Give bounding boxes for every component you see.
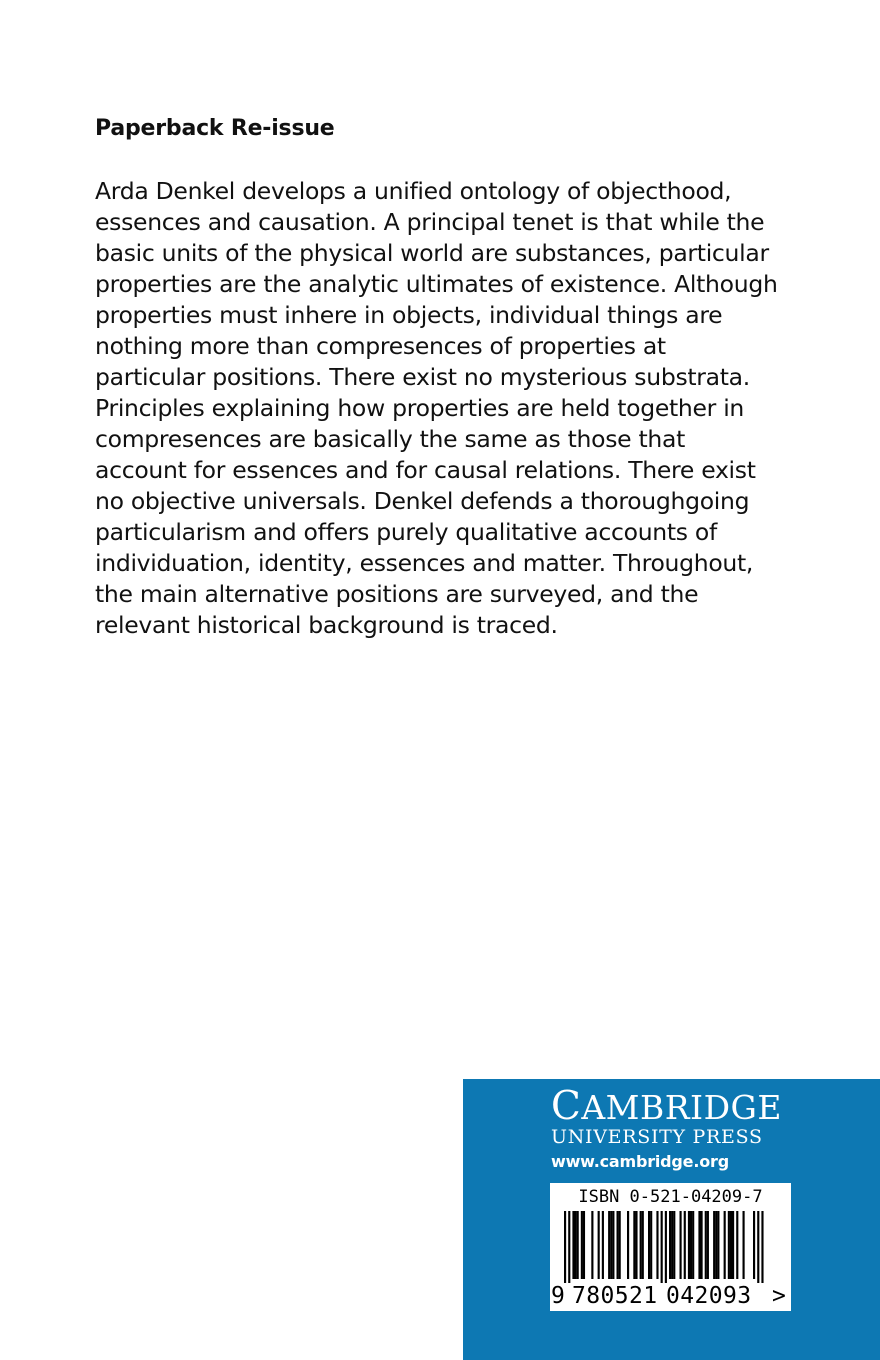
barcode-bar [564,1211,566,1283]
barcode-bar [661,1211,663,1283]
publisher-panel [463,1079,880,1360]
barcode-bar [761,1211,763,1283]
ean-arrow: > [772,1283,786,1309]
barcode-bar [724,1211,726,1279]
ean-left-group: 780521 [572,1283,658,1309]
barcode-bar [669,1211,671,1279]
publisher-name-initial: C [551,1084,582,1129]
barcode-bar [665,1211,667,1283]
barcode-bar [619,1211,621,1279]
barcode-bar [684,1211,686,1279]
description-line: Arda Denkel develops a unified ontology of objecthood, [95,177,732,205]
description-line: essences and causation. A principal tenet is that while the [95,208,765,236]
barcode-bar [610,1211,612,1279]
barcode-bar [673,1211,675,1279]
description-line: the main alternative positions are surveyed, and the [95,580,699,608]
description-line: relevant historical background is traced. [95,611,558,639]
barcode-bar [635,1211,637,1279]
barcode-bar [642,1211,644,1279]
barcode-bar [732,1211,734,1279]
barcode-bar [707,1211,709,1279]
barcode-bar [640,1211,642,1279]
barcode-bars [564,1211,776,1283]
barcode-bar [757,1211,759,1283]
description-line: particular positions. There exist no mysterious substrata. [95,363,750,391]
isbn-number: ISBN 0-521-04209-7 [578,1187,763,1207]
description-line: particularism and offers purely qualitative accounts of [95,518,717,546]
description-line: individuation, identity, essences and matter. Throughout, [95,549,754,577]
description-line: basic units of the physical world are substances, particular [95,239,769,267]
barcode-bar [688,1211,690,1279]
barcode-bar [575,1211,577,1279]
barcode-bar [705,1211,707,1279]
barcode-bar [568,1211,570,1283]
barcode-bar [598,1211,600,1279]
ean-first-digit: 9 [551,1283,565,1309]
publisher-subtitle: UNIVERSITY PRESS [551,1126,763,1148]
description-line: account for essences and for causal relations. There exist [95,456,756,484]
barcode-bar [736,1211,738,1279]
barcode-bar [648,1211,650,1279]
barcode-bar [608,1211,610,1279]
barcode [550,1183,791,1311]
description-line: Principles explaining how properties are held together in [95,394,745,422]
barcode-bar [692,1211,694,1279]
barcode-bar [583,1211,585,1279]
barcode-bar [612,1211,614,1279]
description-line: nothing more than compresences of properties at [95,332,666,360]
barcode-bar [577,1211,579,1279]
barcode-bar [602,1211,604,1279]
barcode-bar [698,1211,700,1279]
barcode-bar [650,1211,652,1279]
barcode-bar [715,1211,717,1279]
ean-right-group: 042093 [666,1283,752,1309]
description-line: properties must inhere in objects, individual things are [95,301,723,329]
description-line: properties are the analytic ultimates of existence. Although [95,270,778,298]
barcode-bar [581,1211,583,1279]
barcode-bar [690,1211,692,1279]
barcode-bar [671,1211,673,1279]
heading-paperback-reissue: Paperback Re-issue [95,116,335,141]
barcode-bar [701,1211,703,1279]
barcode-bar [656,1211,658,1279]
barcode-bar [591,1211,593,1279]
barcode-bar [728,1211,730,1279]
publisher-url: www.cambridge.org [551,1152,729,1171]
description-line: no objective universals. Denkel defends a thoroughgoing [95,487,750,515]
description-line: compresences are basically the same as those that [95,425,686,453]
publisher-logo-text [551,1084,783,1129]
barcode-bar [713,1211,715,1279]
barcode-bar [717,1211,719,1279]
barcode-bar [730,1211,732,1279]
publisher-name-rest: AMBRIDGE [581,1088,783,1127]
barcode-bar [680,1211,682,1279]
barcode-bar [617,1211,619,1279]
barcode-bar [753,1211,755,1279]
barcode-bar [572,1211,574,1279]
book-description [95,176,805,641]
barcode-bar [743,1211,745,1279]
barcode-bar [627,1211,629,1279]
barcode-bar [633,1211,635,1279]
